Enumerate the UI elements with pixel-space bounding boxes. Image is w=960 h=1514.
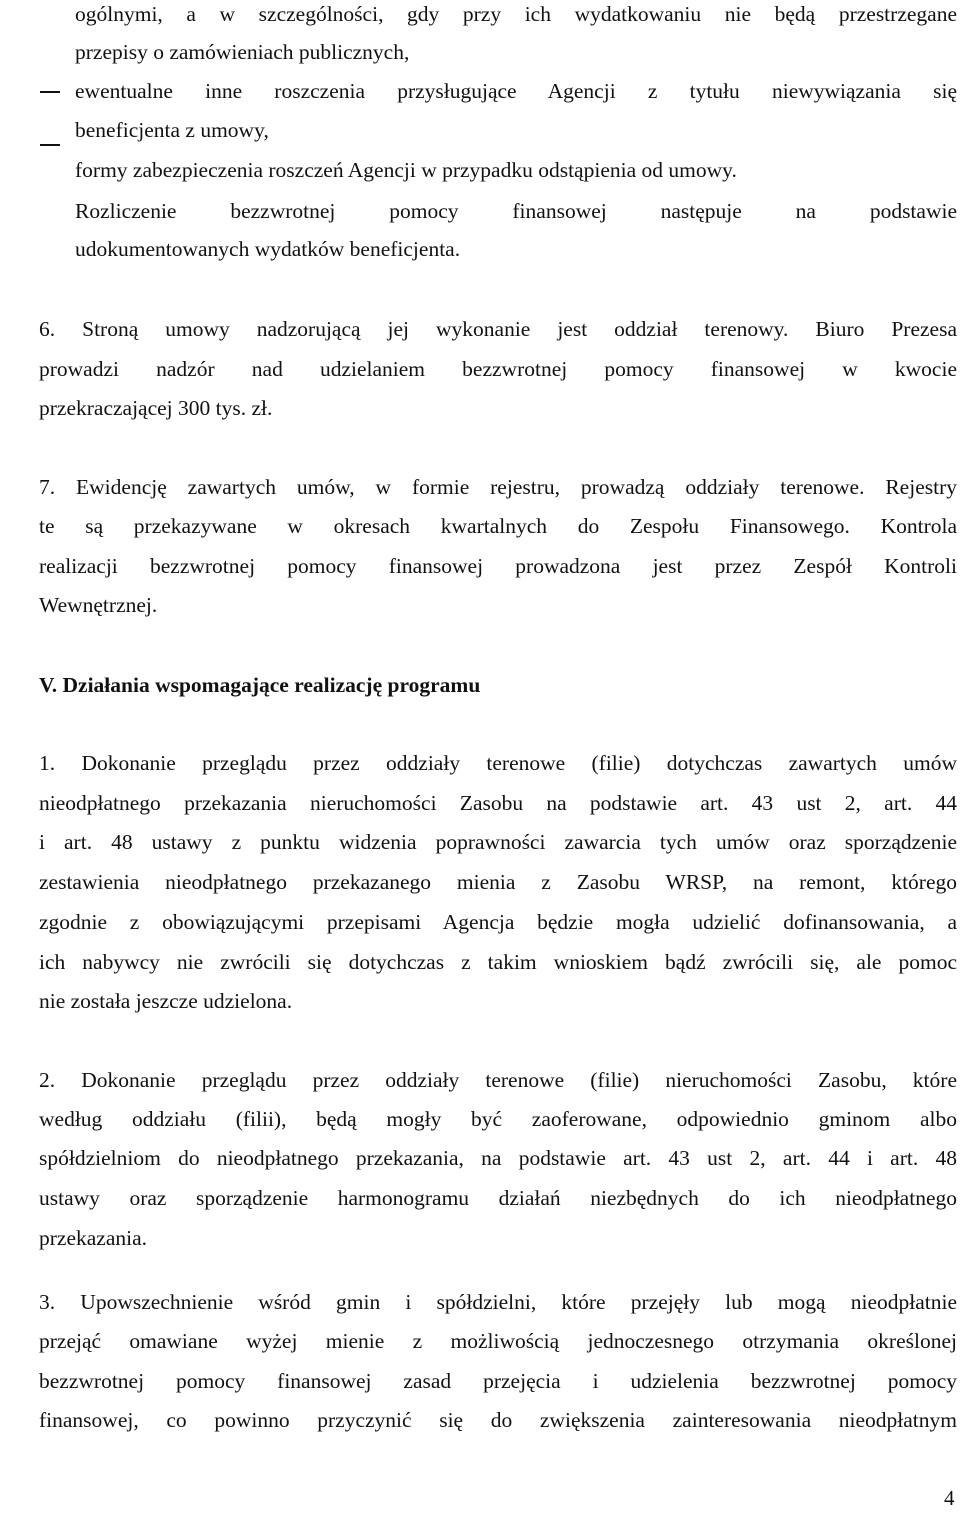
item-3-line-3: bezzwrotnej pomocy finansowej zasad przejęcia i udzielenia bezzwrotnej pomocy <box>39 1369 957 1393</box>
item-2-line-5: przekazania. <box>39 1226 148 1250</box>
p7-line-4: Wewnętrznej. <box>39 593 158 617</box>
item-1-line-1: 1. Dokonanie przeglądu przez oddziały terenowe (filie) dotychczas zawartych umów <box>39 751 957 775</box>
page-number: 4 <box>944 1486 955 1510</box>
item-1-line-2: nieodpłatnego przekazania nieruchomości Zasobu na podstawie art. 43 ust 2, art. 44 <box>39 791 957 815</box>
item-2-line-3: spółdzielniom do nieodpłatnego przekazania, na podstawie art. 43 ust 2, art. 44 i art. 48 <box>39 1146 957 1170</box>
item-3-line-2: przejąć omawiane wyżej mienie z możliwością jednoczesnego otrzymania określonej <box>39 1329 957 1353</box>
intro-line-1: ogólnymi, a w szczególności, gdy przy ich wydatkowaniu nie będą przestrzegane <box>75 2 957 26</box>
bullet-2-line-1: formy zabezpieczenia roszczeń Agencji w przypadku odstąpienia od umowy. <box>75 158 737 182</box>
bullet-1-line-1: ewentualne inne roszczenia przysługujące Agencji z tytułu niewywiązania się <box>75 79 957 103</box>
item-3-line-1: 3. Upowszechnienie wśród gmin i spółdzielni, które przejęły lub mogą nieodpłatnie <box>39 1290 957 1314</box>
intro-line-2: przepisy o zamówieniach publicznych, <box>75 40 410 64</box>
p7-line-1: 7. Ewidencję zawartych umów, w formie rejestru, prowadzą oddziały terenowe. Rejestry <box>39 475 957 499</box>
dash-bullet-icon <box>40 91 60 93</box>
settlement-line-1: Rozliczenie bezzwrotnej pomocy finansowej następuje na podstawie <box>75 199 957 223</box>
item-2-line-2: według oddziału (filii), będą mogły być zaoferowane, odpowiednio gminom albo <box>39 1107 957 1131</box>
item-1-line-4: zestawienia nieodpłatnego przekazanego mienia z Zasobu WRSP, na remont, którego <box>39 870 957 894</box>
item-1-line-3: i art. 48 ustawy z punktu widzenia poprawności zawarcia tych umów oraz sporządzenie <box>39 830 957 854</box>
item-1-line-5: zgodnie z obowiązującymi przepisami Agencja będzie mogła udzielić dofinansowania, a <box>39 910 957 934</box>
item-1-line-6: ich nabywcy nie zwrócili się dotychczas z takim wnioskiem bądź zwrócili się, ale pomoc <box>39 950 957 974</box>
section-heading: V. Działania wspomagające realizację programu <box>39 673 481 697</box>
dash-bullet-icon <box>40 144 60 146</box>
item-1-line-7: nie została jeszcze udzielona. <box>39 989 293 1013</box>
item-3-line-4: finansowej, co powinno przyczynić się do zwiększenia zainteresowania nieodpłatnym <box>39 1408 957 1432</box>
p6-line-3: przekraczającej 300 tys. zł. <box>39 396 273 420</box>
item-2-line-4: ustawy oraz sporządzenie harmonogramu działań niezbędnych do ich nieodpłatnego <box>39 1186 957 1210</box>
p6-line-2: prowadzi nadzór nad udzielaniem bezzwrotnej pomocy finansowej w kwocie <box>39 357 957 381</box>
bullet-1-line-2: beneficjenta z umowy, <box>75 118 269 142</box>
p7-line-3: realizacji bezzwrotnej pomocy finansowej prowadzona jest przez Zespół Kontroli <box>39 554 957 578</box>
item-2-line-1: 2. Dokonanie przeglądu przez oddziały terenowe (filie) nieruchomości Zasobu, które <box>39 1068 957 1092</box>
p7-line-2: te są przekazywane w okresach kwartalnych do Zespołu Finansowego. Kontrola <box>39 514 957 538</box>
p6-line-1: 6. Stroną umowy nadzorującą jej wykonanie jest oddział terenowy. Biuro Prezesa <box>39 317 957 341</box>
settlement-line-2: udokumentowanych wydatków beneficjenta. <box>75 237 461 261</box>
